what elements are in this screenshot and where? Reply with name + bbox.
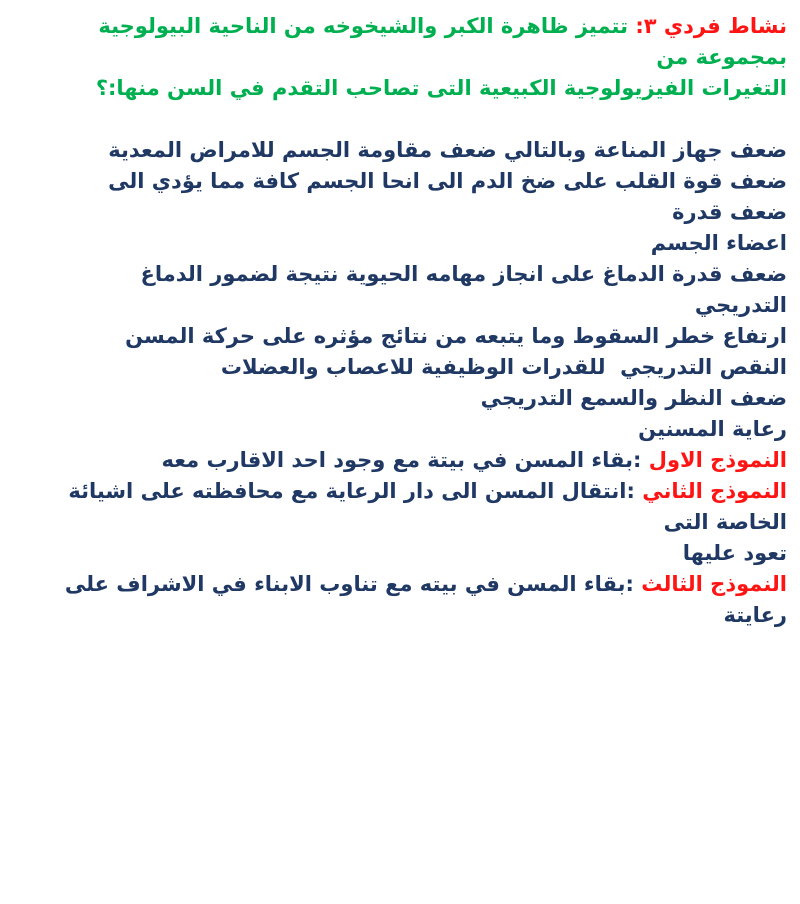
text-line	[60, 11, 787, 73]
text-segment: ضعف قوة القلب على ضخ الدم الى انحا الجسم كافة مما يؤدي الى ضعف قدرة	[100, 169, 787, 224]
text-segment: :بقاء المسن في بيتة مع وجود احد الاقارب معه	[161, 448, 642, 472]
text-segment: النموذج الاول	[641, 448, 787, 472]
text-line	[60, 228, 787, 259]
text-line	[60, 259, 787, 321]
text-segment: رعاية المسنين	[638, 417, 787, 441]
text-segment: نشاط فردي ٣:	[628, 14, 787, 38]
text-segment: ضعف النظر والسمع التدريجي	[480, 386, 787, 410]
text-line	[60, 166, 787, 228]
text-segment: ضعف جهاز المناعة وبالتالي ضعف مقاومة الجسم للامراض المعدية	[108, 138, 787, 162]
text-segment: اعضاء الجسم	[650, 231, 787, 255]
text-segment: تتميز ظاهرة الكبر والشيخوخه من الناحية البيولوجية بمجموعة من	[91, 14, 787, 69]
text-segment: التغيرات الفيزيولوجية الكبيعية التى تصاحب التقدم في السن منها:؟	[95, 76, 787, 100]
text-segment: النموذج الثاني	[634, 479, 787, 503]
text-segment: :انتقال المسن الى دار الرعاية مع محافظته على اشيائة الخاصة التى	[61, 479, 787, 534]
text-segment: :بقاء المسن في بيته مع تناوب الابناء في الاشراف على رعايتة	[57, 572, 787, 627]
blank-line	[60, 104, 787, 135]
text-segment: تعود عليها	[682, 541, 787, 565]
text-line	[60, 321, 787, 352]
text-line	[60, 414, 787, 445]
text-line	[60, 476, 787, 538]
text-line	[60, 135, 787, 166]
text-line	[60, 73, 787, 104]
text-line	[60, 352, 787, 383]
text-segment: ضعف قدرة الدماغ على انجاز مهامه الحيوية نتيجة لضمور الدماغ التدريجي	[133, 262, 787, 317]
text-segment: ارتفاع خطر السقوط وما يتبعه من نتائج مؤثره على حركة المسن	[125, 324, 787, 348]
text-line	[60, 383, 787, 414]
text-line	[60, 445, 787, 476]
text-segment: النقص التدريجي للقدرات الوظيفية للاعصاب والعضلات	[220, 355, 787, 379]
text-line	[60, 538, 787, 569]
text-segment: النموذج الثالث	[633, 572, 787, 596]
text-line	[57, 569, 787, 631]
